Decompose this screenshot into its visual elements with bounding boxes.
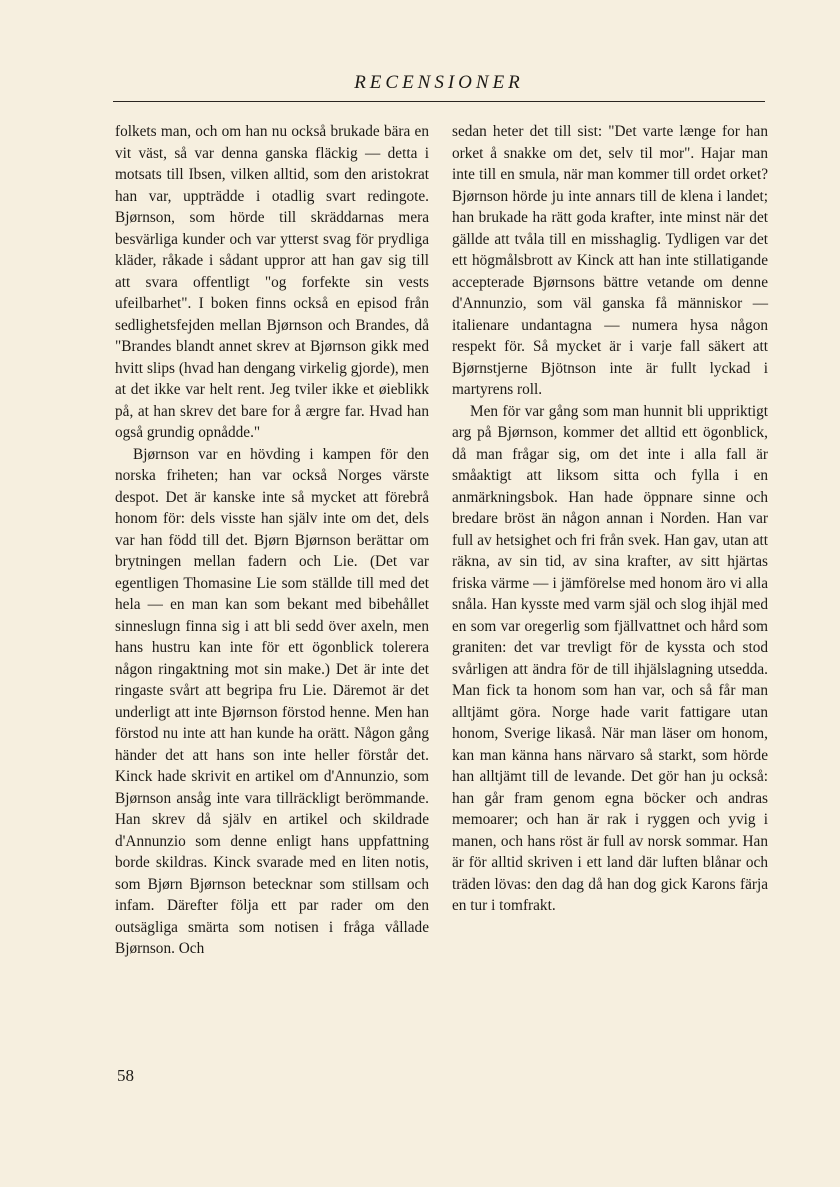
left-column — [115, 121, 429, 960]
paragraph: Men för var gång som man hunnit bli uppriktigt arg på Bjørnson, kommer det alltid ett ögonblick, då man frågar sig, om det inte i alla fall är småaktigt att liksom sitta och fylla i en anmärkningsbok. Han hade öppnare sinne och bredare bröst än någon annan i Norden. Han var full av hetsighet och fri från svek. Han gav, utan att räkna, av sin tid, av sina krafter, av sitt hjärtas friska värme — i jämförelse med honom äro vi alla snåla. Han kysste med varm själ och slog ihjäl med en som var oregerlig som fjällvattnet och hård som graniten: det var trevligt för de kyssta och stod svårligen att ändra för de till ihjälslagning utsedda. Man fick ta honom som han var, och så får man alltjämt göra. Norge hade varit fattigare utan honom, Sverige likaså. När man läser om honom, kan man känna hans närvaro så starkt, som hörde han alltjämt till de levande. Det gör han ju också: han går fram genom egna böcker och andras memoarer; och han är rak i ryggen och yvig i manen, och hans röst är full av norsk sommar. Han är för alltid skriven i ett land där luften blånar och träden lövas: den dag då han dog gick Karons färja en tur i tomfrakt. — [452, 402, 768, 914]
right-column — [452, 121, 768, 917]
running-header: RECENSIONER — [354, 72, 524, 93]
paragraph: Bjørnson var en hövding i kampen för den norska friheten; han var också Norges värste despot. Det är kanske inte så mycket att förebrå honom för: dels visste han själv inte om det, dels var han född till det. Bjørn Bjørnson berättar om brytningen mellan fadern och Lie. (Det var egentligen Thomasine Lie som ställde till med det hela — en man kan som bekant med bibehållet sinneslugn finna sig i att bli sedd över axeln, men hans hustru kan inte för ett ögonblick tolerera någon ringaktning mot sin make.) Det är inte det ringaste svårt att begripa fru Lie. Däremot är det underligt att inte Bjørnson förstod henne. Men han förstod nu inte att han kunde ha orätt. Någon gång händer det att hans son inte heller förstår det. Kinck hade skrivit en artikel om d'Annunzio, som Bjørnson ansåg inte vara tillräckligt berömmande. Han skrev då själv en artikel och skildrade d'Annunzio som denne enligt hans uppfattning borde skildras. Kinck svarade med en liten notis, som Bjørn Bjørnson betecknar som stillsam och infam. Därefter följa ett par rader om den outsägliga smärta som notisen i fråga vållade Bjørnson. Och — [115, 445, 429, 957]
paragraph: sedan heter det till sist: "Det varte længe for han orket å snakke om det, selv til mor". Hajar man inte till en smula, när man kommer till ordet orket? Bjørnson hörde ju inte annars till de klena i landet; han brukade ha rätt goda krafter, inte minst när det gällde att tvåla till en misshaglig. Tydligen var det ett högmålsbrott av Kinck att han inte stillatigande accepterade Bjørnsons bättre vetande om denne d'Annunzio, som väl ganska få människor — italienare undantagna — numera hysa någon respekt för. Så mycket är i varje fall säkert att Bjørnstjerne Bjötnson inte är fullt lyckad i martyrens roll. — [452, 123, 768, 398]
header-rule — [113, 101, 765, 102]
page-number: 58 — [117, 1066, 134, 1085]
paragraph: folkets man, och om han nu också brukade bära en vit väst, så var denna ganska fläckig — detta i motsats till Ibsen, vilken alltid, som den aristokrat han var, uppträdde i otadlig svart redingote. Bjørnson, som hörde till skräddarnas mera besvärliga kunder och var ytterst svag för prydliga kläder, råkade i sådant uppror att han gav sig till att svara offentligt "og forfekte sin vests ufeilbarhet". I boken finns också en episod från sedlighetsfejden mellan Bjørnson och Brandes, då "Brandes blandt annet skrev at Bjørnson gikk med hvitt slips (hvad han dengang virkelig gjorde), men at det ikke var helt rent. Jeg tviler ikke et øieblikk på, at han skrev det bare for å ærgre far. Hvad han også grundig opnådde." — [115, 123, 429, 441]
